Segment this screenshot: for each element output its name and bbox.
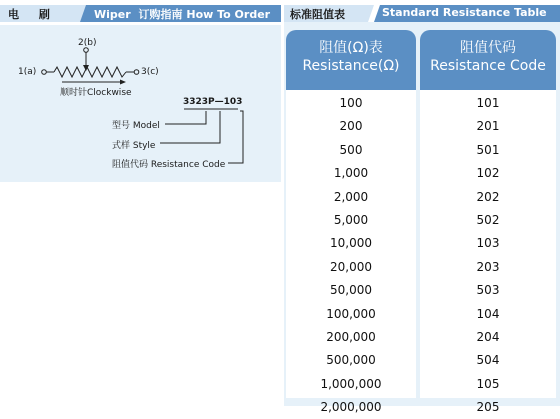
resistance-value-cell: 1,000 xyxy=(333,166,369,181)
wiper-title-cn: 电 刷 xyxy=(8,8,58,21)
resistance-code-cell: 502 xyxy=(476,212,500,227)
how-to-order-title xyxy=(94,6,270,22)
resistance-code-cell: 105 xyxy=(476,376,500,391)
column-header-code xyxy=(420,30,556,90)
resistance-code-cell: 205 xyxy=(476,400,500,415)
terminal-3-node xyxy=(134,70,139,75)
resistance-codes-list xyxy=(420,92,556,419)
resistance-values-list xyxy=(286,92,416,419)
resistance-code-cell: 101 xyxy=(476,96,500,110)
resistor-symbol xyxy=(54,67,126,77)
resistance-code-cell: 501 xyxy=(476,142,500,157)
model-label: 型号 Model xyxy=(112,121,160,131)
resistance-value-cell: 5,000 xyxy=(333,212,369,227)
resistance-code-cell: 203 xyxy=(476,259,500,274)
table-title-en: Standard Resistance Table xyxy=(382,6,547,19)
style-leader xyxy=(160,111,220,143)
resistance-code-cell: 204 xyxy=(476,329,500,344)
col1-cn: 阻值(Ω)表 xyxy=(319,40,383,56)
resistance-value-cell: 2,000 xyxy=(333,189,369,204)
resistance-value-cell: 10,000 xyxy=(330,236,372,251)
resistance-value-cell: 50,000 xyxy=(330,283,372,298)
standard-resistance-table xyxy=(284,22,560,415)
resistance-value-cell: 200,000 xyxy=(326,329,376,344)
resistance-code-cell: 202 xyxy=(476,189,500,204)
wiper-label: Wiper xyxy=(94,8,131,21)
resistance-value-cell: 1,000,000 xyxy=(320,376,382,391)
column-header-resistance xyxy=(286,30,416,90)
resistance-code-cell: 104 xyxy=(476,306,500,321)
resistance-value-cell: 500 xyxy=(339,142,363,157)
resistance-value-cell: 100,000 xyxy=(326,306,376,321)
resistance-code-cell: 201 xyxy=(476,119,500,134)
resistance-table-header xyxy=(284,5,560,22)
terminal-3-label: 3(c) xyxy=(141,67,159,77)
resistance-value-cell: 2,000,000 xyxy=(320,400,382,415)
resistance-code-leader xyxy=(228,111,243,163)
resistance-code-label: 阻值代码 Resistance Code xyxy=(112,160,226,170)
order-guide-cn: 订购指南 xyxy=(138,8,183,21)
order-guide-en: How To Order xyxy=(186,8,271,21)
how-to-order-panel xyxy=(0,25,281,182)
resistance-code-cell: 103 xyxy=(476,236,500,251)
model-leader xyxy=(165,111,206,124)
terminal-1-node xyxy=(42,70,47,75)
resistance-value-cell: 20,000 xyxy=(330,259,372,274)
resistance-code-cell: 504 xyxy=(476,353,500,368)
wiper-section-header xyxy=(0,5,281,22)
resistance-value-cell: 200 xyxy=(339,119,363,134)
terminal-2-node xyxy=(84,48,89,53)
terminal-1-label: 1(a) xyxy=(18,67,37,77)
resistance-value-cell: 500,000 xyxy=(326,353,376,368)
terminal-2-label: 2(b) xyxy=(78,38,97,48)
col1-en: Resistance(Ω) xyxy=(302,58,400,74)
resistance-code-cell: 503 xyxy=(476,283,500,298)
resistance-value-cell: 100 xyxy=(339,96,363,110)
col2-cn: 阻值代码 xyxy=(460,40,516,56)
style-label: 式样 Style xyxy=(112,141,156,151)
resistance-values-column xyxy=(286,90,416,415)
part-number-example: 3323P—103 xyxy=(183,97,243,107)
resistance-code-cell: 102 xyxy=(476,166,500,181)
col2-en: Resistance Code xyxy=(430,58,546,74)
table-title-cn: 标准阻值表 xyxy=(290,8,345,21)
resistance-codes-column xyxy=(420,90,556,415)
clockwise-label: 顺时针Clockwise xyxy=(60,88,132,98)
